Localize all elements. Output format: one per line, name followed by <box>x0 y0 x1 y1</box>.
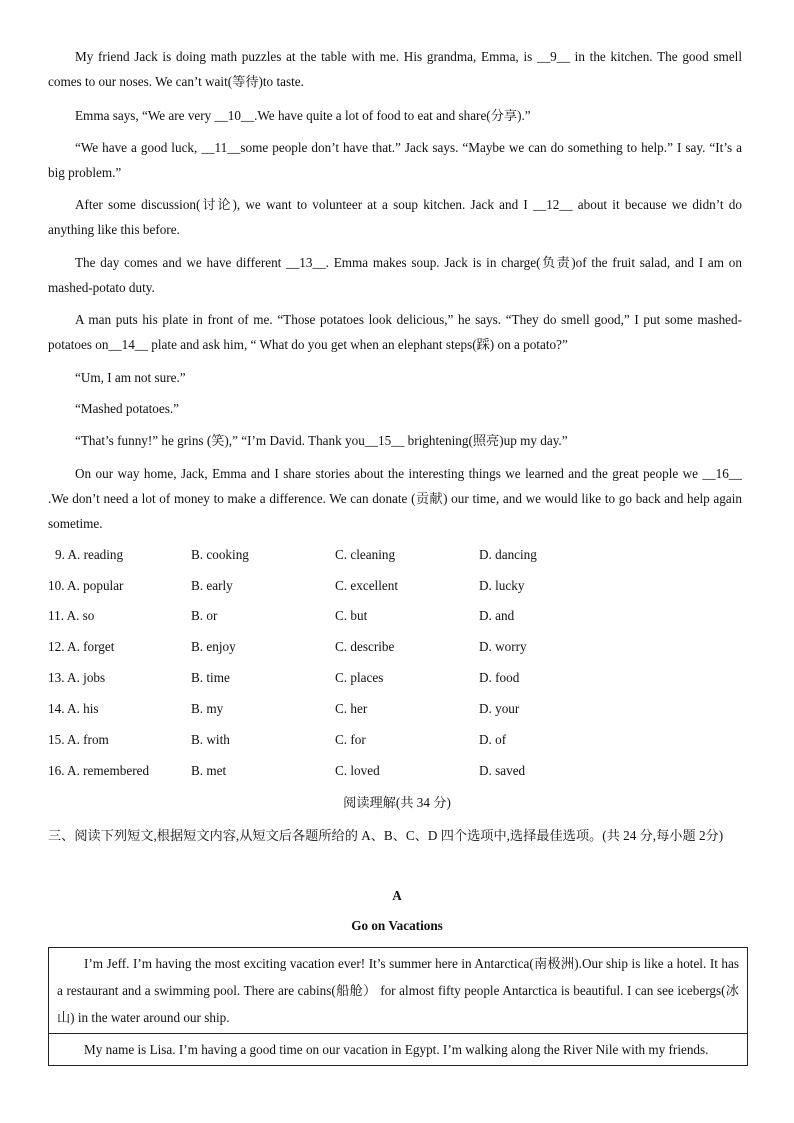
option-d[interactable]: D. dancing <box>479 547 537 562</box>
passage-paragraph-2: Emma says, “We are very __10__.We have quite a lot of food to eat and share(分享).” <box>75 108 531 123</box>
section-3-instruction-text: 三、阅读下列短文,根据短文内容,从短文后各题所给的 A、B、C、D 四个选项中,选择最佳选项。(共 24 分,每小题 2分) <box>48 828 724 843</box>
option-c[interactable]: C. excellent <box>335 578 398 593</box>
question-10-options <box>48 576 748 596</box>
option-c[interactable]: C. but <box>335 608 368 623</box>
section-3-instruction <box>48 822 748 850</box>
option-a[interactable]: 10. A. popular <box>48 578 124 593</box>
question-13-options <box>48 668 748 688</box>
passage-paragraph-5: The day comes and we have different __13__. Emma makes soup. Jack is in charge(负责)of the fruit salad, and I am on mashed-potato duty. <box>48 255 742 295</box>
question-14-options <box>48 699 748 719</box>
option-a[interactable]: 13. A. jobs <box>48 670 106 685</box>
passage-paragraph-6: A man puts his plate in front of me. “Those potatoes look delicious,” he says. “They do smell good,” I put some mashed-potatoes on__14__ plate and ask him, “ What do you get when an elephant steps(踩) on a potato?” <box>48 312 742 352</box>
option-c[interactable]: C. places <box>335 670 384 685</box>
option-a[interactable]: 16. A. remembered <box>48 763 150 778</box>
question-11-options <box>48 606 748 626</box>
option-d[interactable]: D. of <box>479 732 507 747</box>
question-9-options <box>48 545 748 565</box>
passage-paragraph-7: “Um, I am not sure.” <box>75 370 186 385</box>
option-a[interactable]: 12. A. forget <box>48 639 115 654</box>
option-b[interactable]: B. or <box>191 608 218 623</box>
passage-paragraph-3: “We have a good luck, __11__some people don’t have that.” Jack says. “Maybe we can do something to help.” I say. “It’s a big problem.” <box>48 140 742 180</box>
option-d[interactable]: D. your <box>479 701 520 716</box>
passage-a-title: Go on Vacations <box>351 918 443 933</box>
passage-paragraph-10: On our way home, Jack, Emma and I share stories about the interesting things we learned and the great people we __16__ .We don’t need a lot of money to make a difference. We can donate (贡献) our time, and we would like to go back and help again sometime. <box>48 466 742 531</box>
reading-heading: 阅读理解(共 34 分) <box>343 795 451 810</box>
option-a[interactable]: 9. A. reading <box>55 547 124 562</box>
passage-a-cell-jeff: I’m Jeff. I’m having the most exciting vacation ever! It’s summer here in Antarctica(南极洲).Our ship is like a hotel. It has a restaurant and a swimming pool. There are cabins(船舱） for almost fifty people Antarctica is beautiful. I can see icebergs(冰山) in the water around our ship. <box>57 956 739 1025</box>
question-15-options <box>48 730 748 750</box>
option-d[interactable]: D. worry <box>479 639 527 654</box>
question-12-options <box>48 637 748 657</box>
option-b[interactable]: B. early <box>191 578 233 593</box>
option-c[interactable]: C. for <box>335 732 366 747</box>
option-b[interactable]: B. met <box>191 763 227 778</box>
option-b[interactable]: B. with <box>191 732 230 747</box>
option-d[interactable]: D. and <box>479 608 515 623</box>
option-d[interactable]: D. food <box>479 670 520 685</box>
option-d[interactable]: D. saved <box>479 763 526 778</box>
option-c[interactable]: C. cleaning <box>335 547 396 562</box>
question-16-options <box>48 761 748 781</box>
option-c[interactable]: C. her <box>335 701 368 716</box>
passage-a-letter: A <box>392 888 402 903</box>
passage-paragraph-9: “That’s funny!” he grins (笑),” “I’m David. Thank you__15__ brightening(照亮)up my day.” <box>75 433 568 448</box>
option-a[interactable]: 11. A. so <box>48 608 95 623</box>
option-b[interactable]: B. enjoy <box>191 639 236 654</box>
option-b[interactable]: B. cooking <box>191 547 249 562</box>
passage-paragraph-1: My friend Jack is doing math puzzles at the table with me. His grandma, Emma, is __9__ in the kitchen. The good smell comes to our noses. We can’t wait(等待)to taste. <box>48 49 742 89</box>
passage-paragraph-4: After some discussion(讨论), we want to volunteer at a soup kitchen. Jack and I __12__ about it because we didn’t do anything like this before. <box>48 197 742 237</box>
option-a[interactable]: 15. A. from <box>48 732 109 747</box>
option-b[interactable]: B. time <box>191 670 230 685</box>
passage-a-table <box>48 947 748 1066</box>
option-c[interactable]: C. describe <box>335 639 395 654</box>
passage-paragraph-8: “Mashed potatoes.” <box>75 401 179 416</box>
option-c[interactable]: C. loved <box>335 763 380 778</box>
passage-a-cell-lisa: My name is Lisa. I’m having a good time on our vacation in Egypt. I’m walking along the River Nile with my friends. <box>49 1033 747 1065</box>
option-a[interactable]: 14. A. his <box>48 701 99 716</box>
option-b[interactable]: B. my <box>191 701 224 716</box>
option-d[interactable]: D. lucky <box>479 578 525 593</box>
